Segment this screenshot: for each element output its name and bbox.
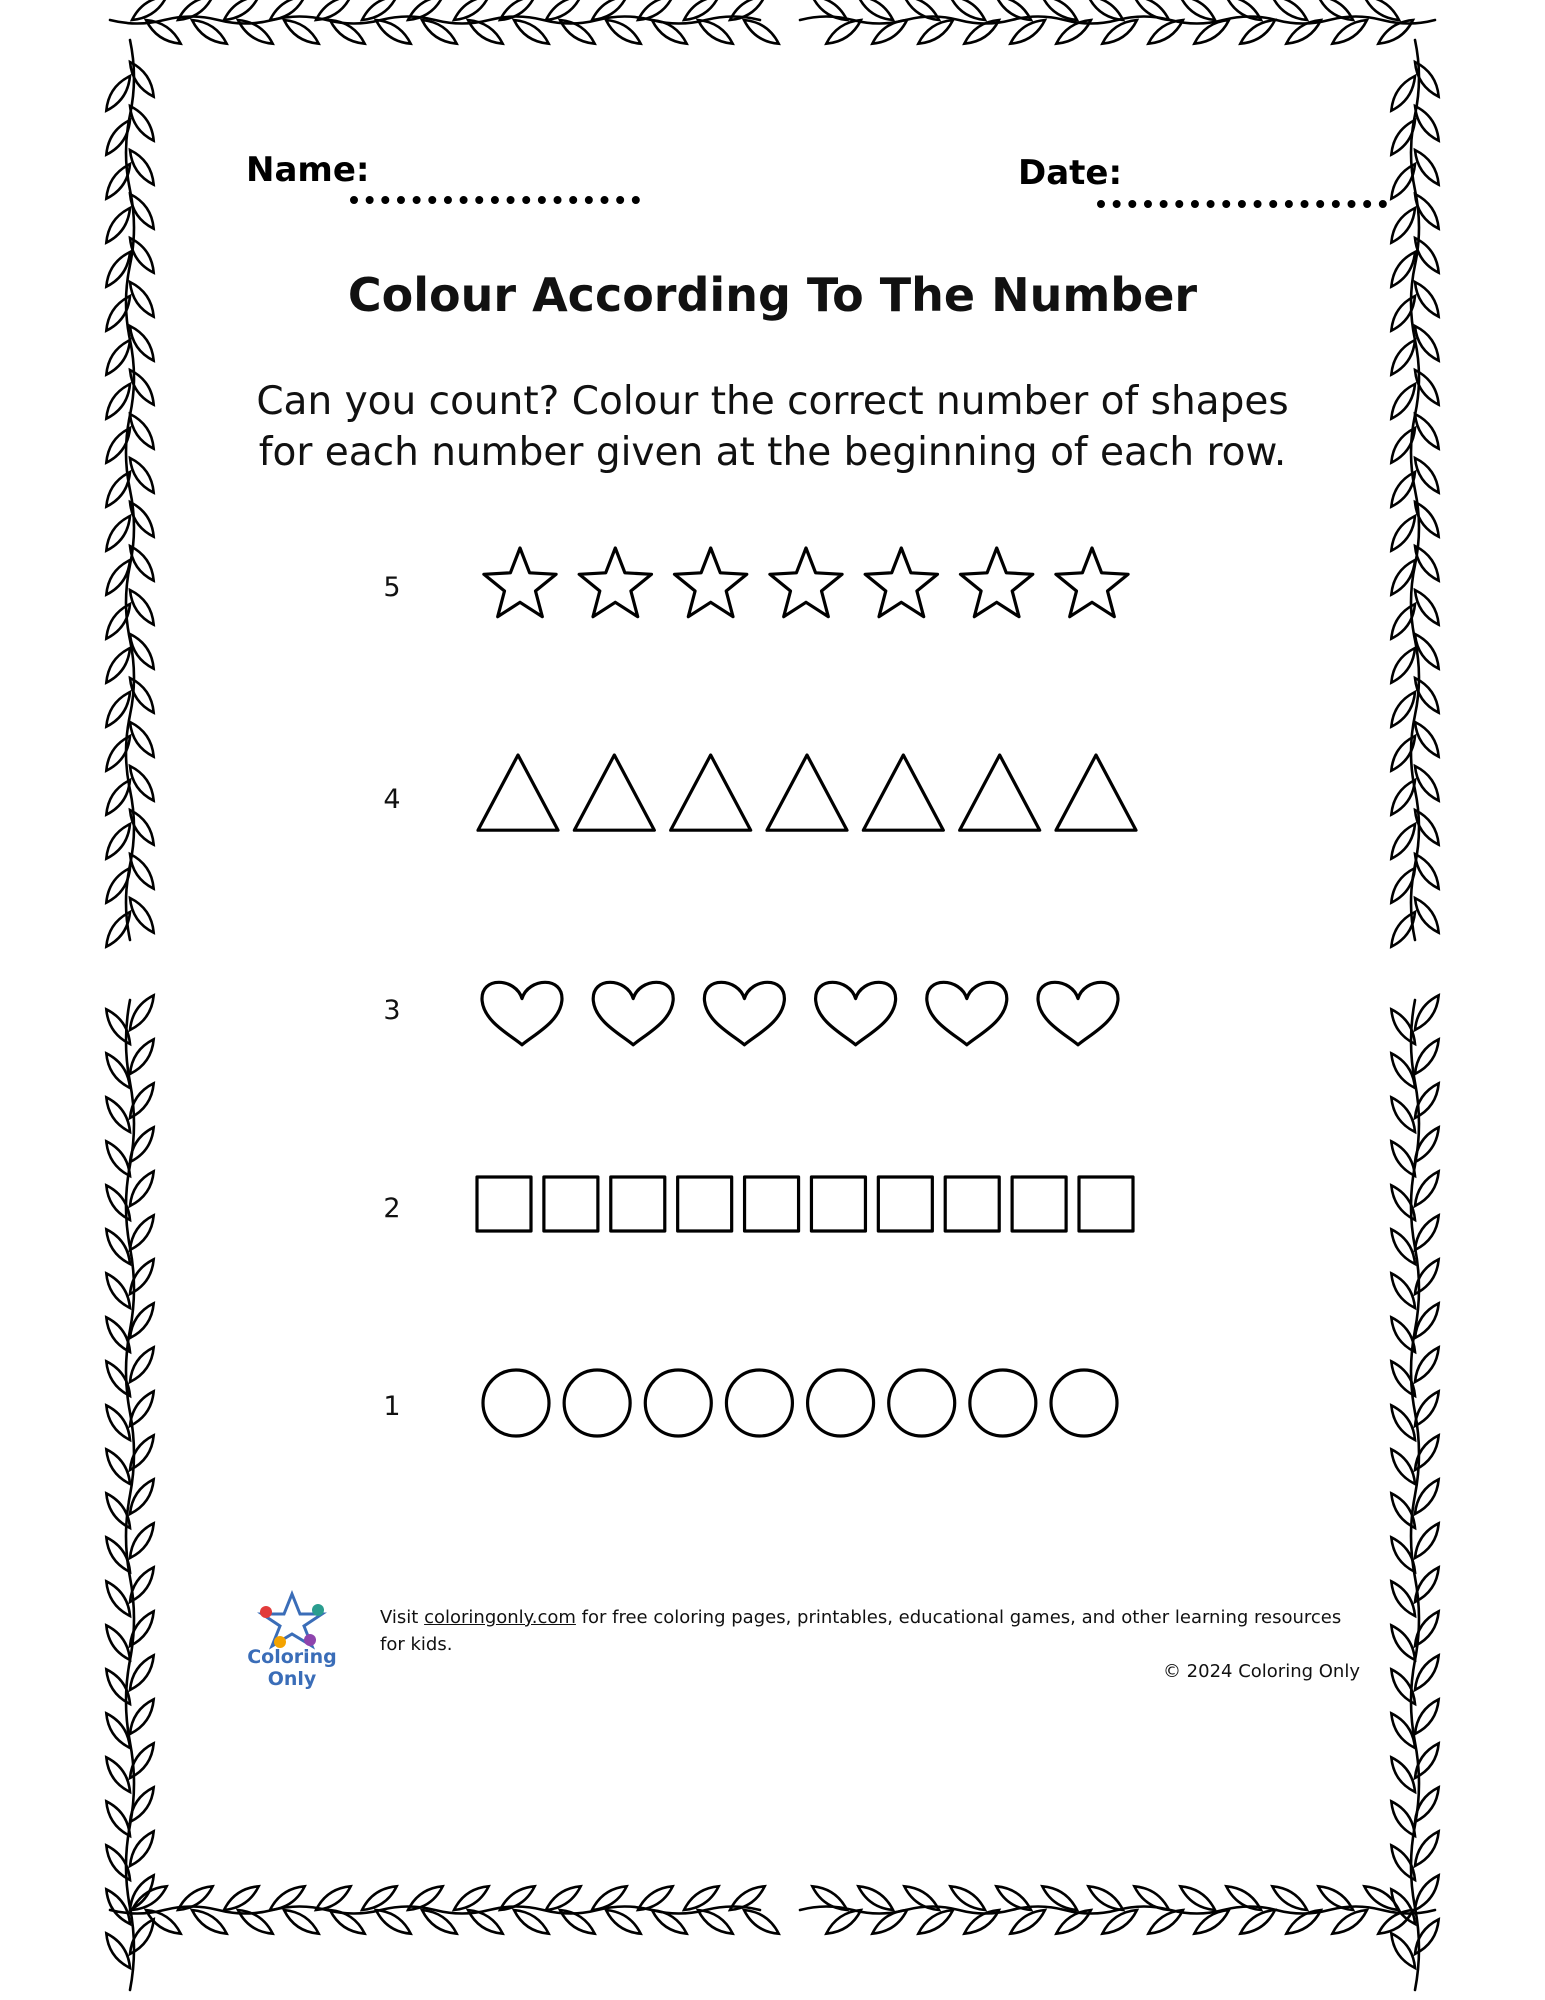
star-shape-icon[interactable] (770, 548, 842, 617)
square-shape-icon[interactable] (811, 1177, 865, 1231)
triangle-shape-icon[interactable] (671, 755, 751, 830)
square-shape-icon[interactable] (745, 1177, 799, 1231)
triangle-shape-icon[interactable] (574, 755, 654, 830)
square-shape-icon[interactable] (678, 1177, 732, 1231)
circle-shape-icon[interactable] (970, 1370, 1036, 1436)
footer-copyright: © 2024 Coloring Only (1162, 1661, 1360, 1682)
circle-shape-icon[interactable] (726, 1370, 792, 1436)
star-shape-icon[interactable] (1056, 548, 1128, 617)
star-shape-icon[interactable] (961, 548, 1033, 617)
heart-shape-icon[interactable] (482, 982, 562, 1044)
triangle-shape-icon[interactable] (1056, 755, 1136, 830)
heart-shape-icon[interactable] (816, 982, 896, 1044)
square-shape-icon[interactable] (1079, 1177, 1133, 1231)
star-shape-icon[interactable] (579, 548, 651, 617)
triangle-shape-icon[interactable] (863, 755, 943, 830)
name-label: Name: (246, 150, 370, 190)
square-shape-icon[interactable] (544, 1177, 598, 1231)
footer (380, 1604, 1360, 1685)
date-label: Date: (1018, 153, 1123, 193)
heart-shape-icon[interactable] (1038, 982, 1118, 1044)
square-shape-icon[interactable] (1012, 1177, 1066, 1231)
row-number-2: 2 (383, 1193, 401, 1224)
heart-shape-icon[interactable] (704, 982, 784, 1044)
row-number-1: 1 (383, 1391, 401, 1422)
circle-shape-icon[interactable] (889, 1370, 955, 1436)
star-shape-icon[interactable] (675, 548, 747, 617)
circle-shape-icon[interactable] (564, 1370, 630, 1436)
row-number-3: 3 (383, 995, 401, 1026)
square-shape-icon[interactable] (945, 1177, 999, 1231)
row-number-5: 5 (383, 572, 401, 603)
footer-visit-prefix: Visit (380, 1607, 419, 1628)
square-shape-icon[interactable] (611, 1177, 665, 1231)
logo-text: Coloring Only (247, 1646, 337, 1690)
triangle-shape-icon[interactable] (767, 755, 847, 830)
star-shape-icon[interactable] (484, 548, 556, 617)
row-number-4: 4 (383, 784, 401, 815)
triangle-shape-icon[interactable] (960, 755, 1040, 830)
square-shape-icon[interactable] (477, 1177, 531, 1231)
circle-shape-icon[interactable] (1051, 1370, 1117, 1436)
heart-shape-icon[interactable] (927, 982, 1007, 1044)
star-shape-icon[interactable] (865, 548, 937, 617)
square-shape-icon[interactable] (878, 1177, 932, 1231)
circle-shape-icon[interactable] (645, 1370, 711, 1436)
instructions-text: Can you count? Colour the correct number of shapes for each number given at the beginning of each row. (256, 379, 1289, 475)
circle-shape-icon[interactable] (483, 1370, 549, 1436)
circle-shape-icon[interactable] (808, 1370, 874, 1436)
footer-visit-suffix: for free coloring pages, printables, educational games, and other learning resources for kids. (380, 1607, 1342, 1655)
triangle-shape-icon[interactable] (478, 755, 558, 830)
footer-link[interactable]: coloringonly.com (424, 1607, 576, 1628)
heart-shape-icon[interactable] (593, 982, 673, 1044)
page-title: Colour According To The Number (347, 268, 1198, 322)
